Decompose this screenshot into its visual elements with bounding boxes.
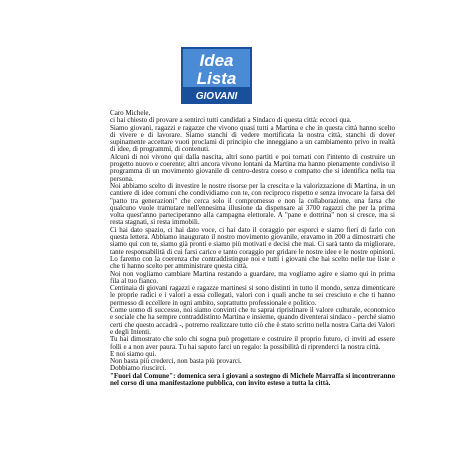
letter-paragraph: Siamo giovani, ragazzi e ragazze che vivono quasi tutti a Martina e che in questa città hanno scelto di vivere e di lavorare. Siamo stanchi di vedere mortificata la nostra città, stanchi di dover supinamente accettare vuoti proclami di principio che inneggiano a un cambiamento privo in realtà di idee, di programmi, di contenuti. [110,123,395,154]
idea-lista-giovani-logo [181,47,252,104]
letter-paragraph: Noi abbiamo scelto di investire le nostre risorse per la crescita e la valorizzazione di Martina, in un cantiere di idee comuni che condividiamo con te, con reciproco rispetto e senza invocare la farsa del "patto tra generazioni" che cerca solo il compromesso e non la collaborazione, una farsa che qualcuno vuole tramutare nell'ennesima illusione da dispensare ai 3700 ragazzi che per la prima volta quest'anno parteciperanno alla campagna elettorale. A "pane e dottrina" non si cresce, ma si resta stagnati, si resta immobili. [110,181,395,227]
logo-line1: Idea [199,51,234,70]
logo-line2: Lista [196,69,237,88]
logo-line3: GIOVANI [195,91,238,102]
letter-paragraph: Non basta più crederci, non basta più provarci. [110,357,242,366]
letter-paragraph: E noi siamo qui. [110,349,157,358]
letter-paragraph: Noi non vogliamo cambiare Martina restando a guardare, ma vogliamo agire e siamo qui in prima fila al tuo fianco. [110,269,395,285]
letter-paragraph: Centinaia di giovani ragazzi e ragazze martinesi si sono distinti in tutto il mondo, senza dimenticare le proprie radici e i valori a essa collegati, valori con i quali anche tu sei cresciuto e che ti hanno permesso di eccellere in ogni ambito, soprattutto professionale e politico. [110,284,395,307]
letter-body [110,110,395,387]
logo-graphic [181,47,252,104]
letter-paragraph: ci hai chiesto di provare a sentirci tutti candidati a Sindaco di questa città: eccoci qua. [110,116,352,125]
letter-greeting: Caro Michele, [110,109,151,117]
letter-paragraph: Dobbiamo riuscirci. [110,364,167,373]
letter-paragraph: Come uomo di successo, noi siamo convinti che tu saprai ripristinare il valore culturale, economico e sociale che ha sempre contraddistinto Martina e insieme, quando diventerai sindaco - perché siamo certi che questo accadrà -, potremo realizzare tutto ciò che è stato scritto nella nostra Carta dei Valori e degli Intenti. [110,306,395,336]
letter-paragraph: Alcuni di noi vivono qui dalla nascita, altri sono partiti e poi tornati con l'intento di costruire un progetto nuovo e coerente; altri ancora vivono lontani da Martina ma hanno pienamente condiviso il programma di un movimento giovanile di centro-destra coeso e compatto che si identifica nella tua persona. [110,152,395,183]
letter-footer-announcement: "Fuori dal Comune": domenica sera i giovani a sostegno di Michele Marraffa si incontreranno nel corso di una manifestazione pubblica, con invito esteso a tutta la città. [110,371,395,387]
letter-paragraph: Tu hai dimostrato che solo chi sogna può progettare e costruire il proprio futuro, ci inviti ad essere folli e a non aver paura. Tu hai saputo farci un regalo: la possibilità di riprenderci la nostra città. [110,335,395,351]
letter-paragraph: Ci hai dato spazio, ci hai dato voce, ci hai dato il coraggio per esporci e siamo fieri di farlo con questa lettera. Abbiamo inaugurato il nostro movimento giovanile, eravamo in 200 a dimostrarti che siamo qui con te, siamo già pronti e siamo più motivati e decisi che mai. Ci sarà tanto da migliorare, tante responsabilità di cui farsi carico e tanto coraggio per gridare le nostre idee e le nostre opinioni. Lo faremo con la coerenza che contraddistingue noi e tutti i giovani che hai scelto nelle tue liste e che ti hanno scelto per amministrare questa città. [110,225,395,271]
